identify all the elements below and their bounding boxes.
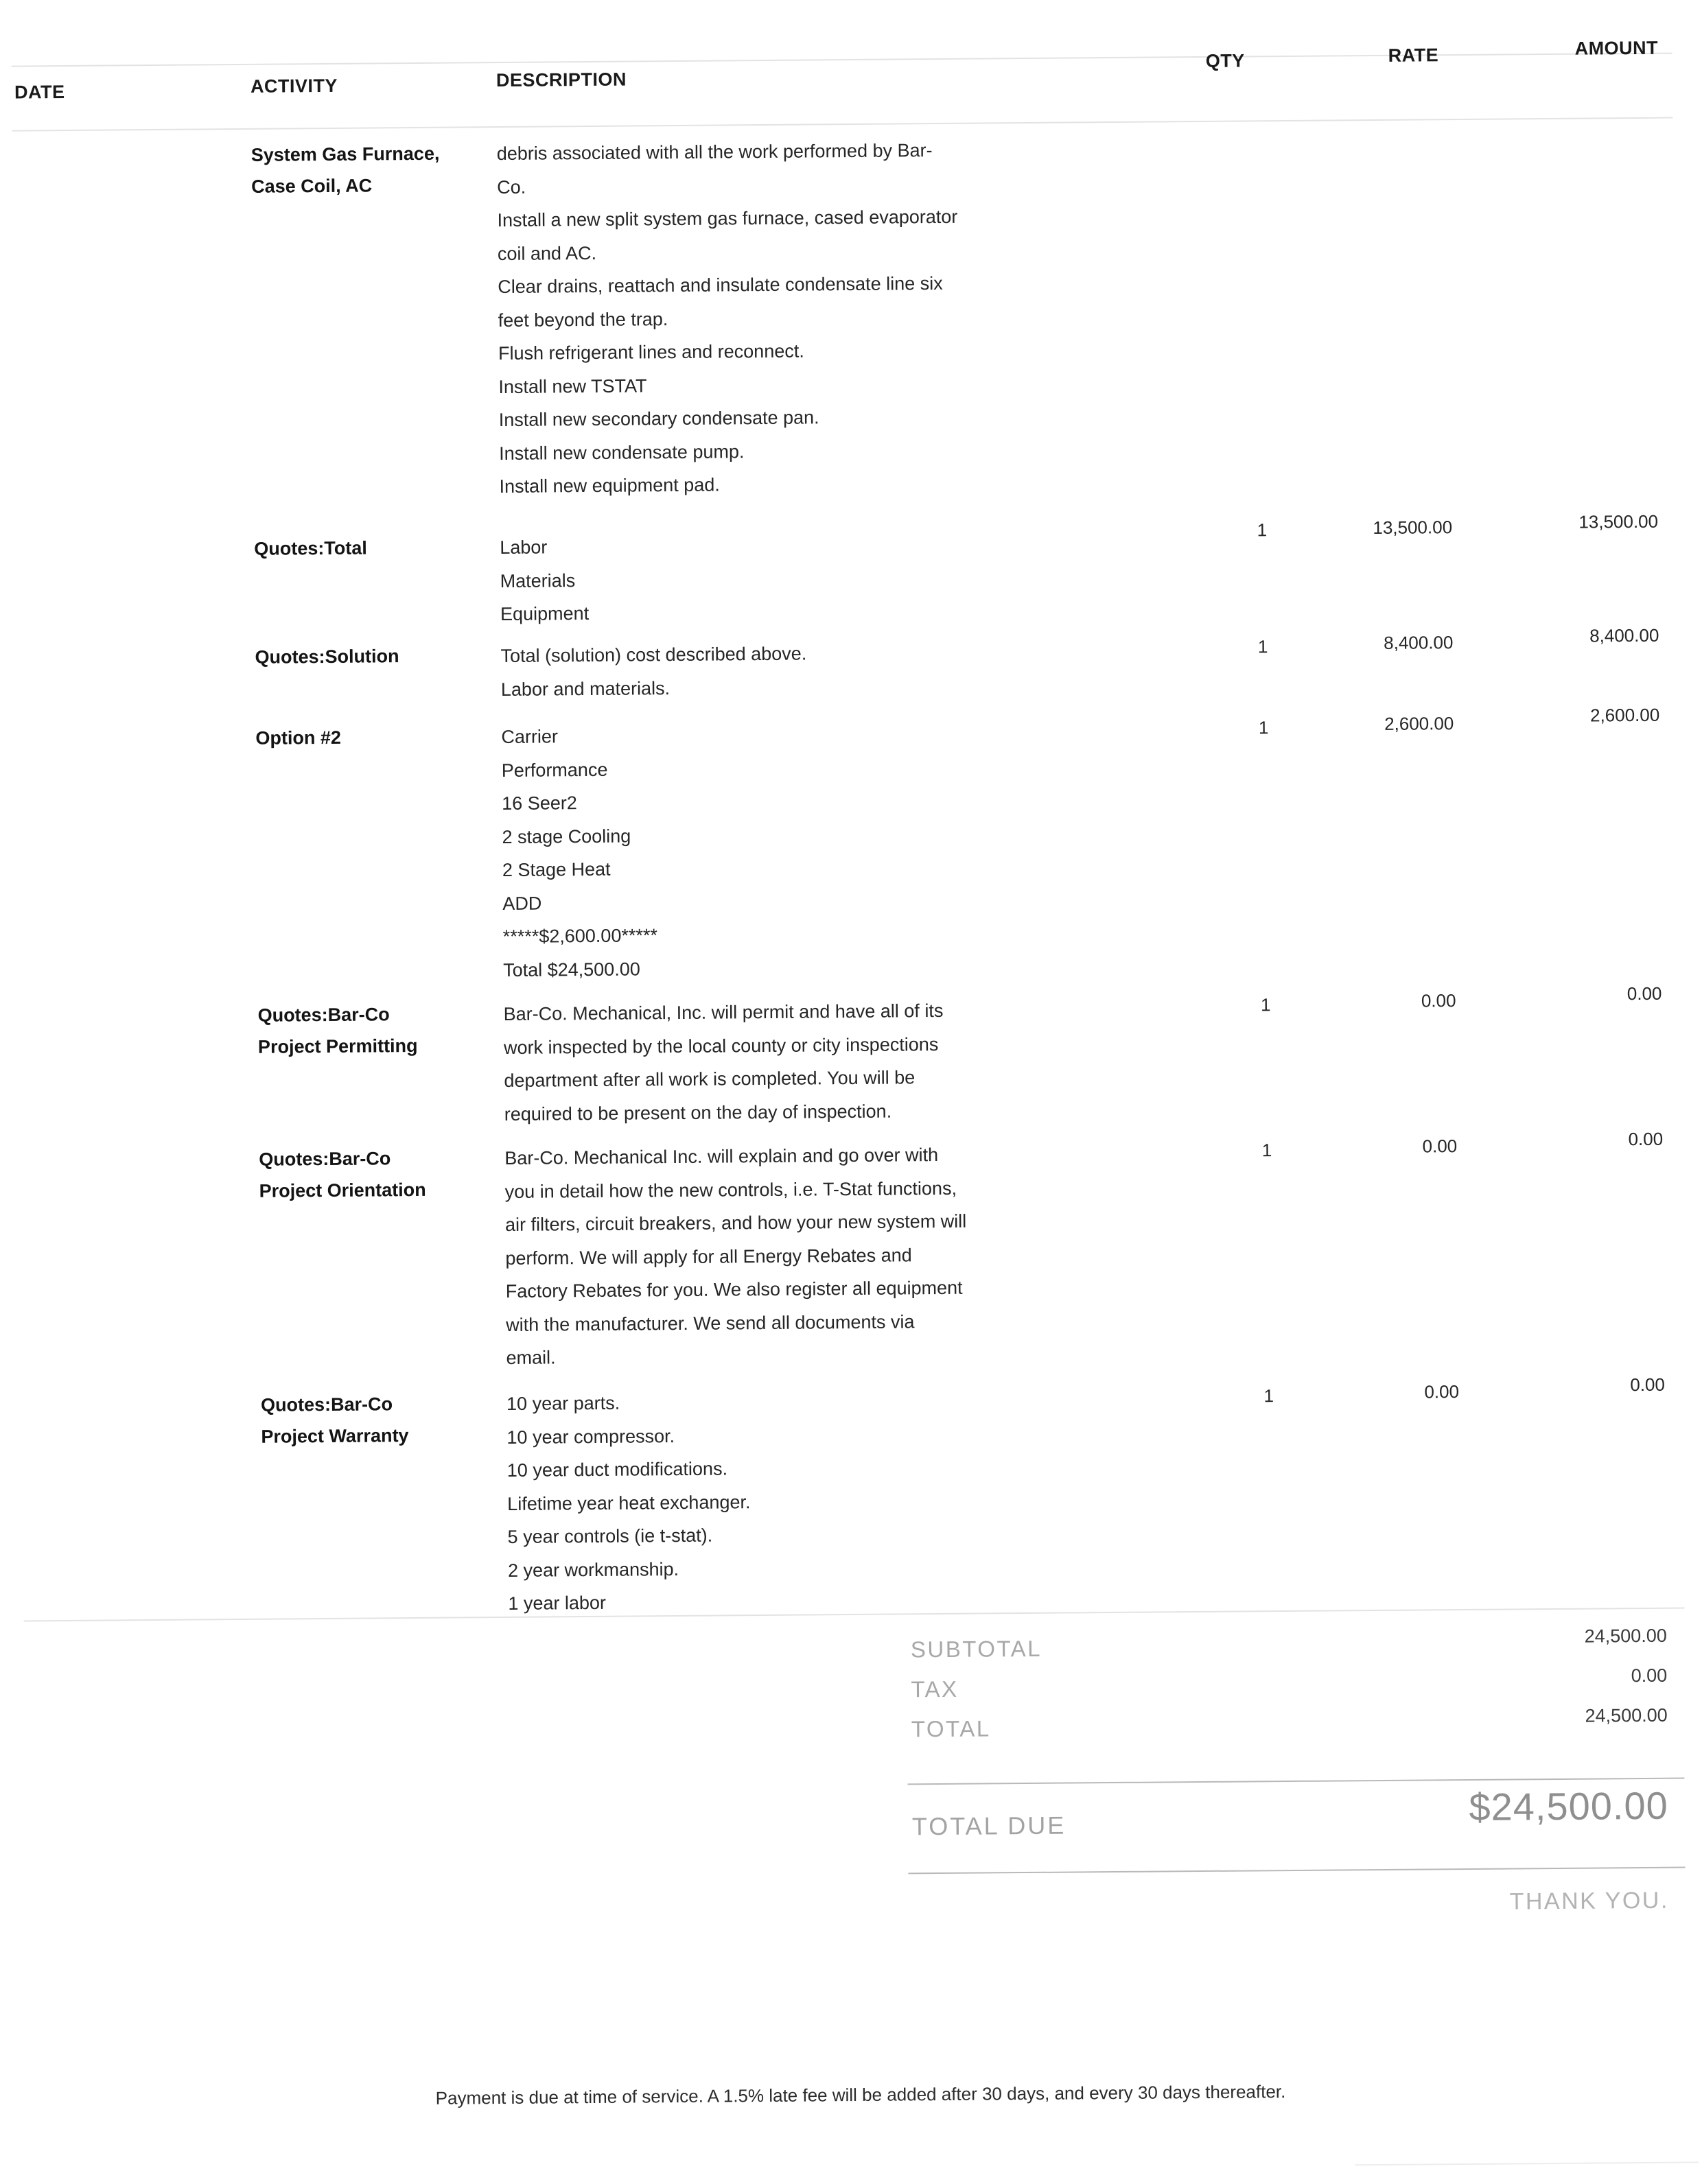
column-header-description: DESCRIPTION <box>496 69 627 91</box>
row-description-line: 10 year compressor. <box>506 1425 675 1448</box>
row-description-line: 2 Stage Heat <box>502 858 611 880</box>
column-header-activity: ACTIVITY <box>250 75 338 97</box>
row-activity-line: System Gas Furnace, <box>250 143 440 165</box>
page-bottom-rule <box>1355 2161 1699 2165</box>
total-label: TOTAL <box>911 1715 991 1742</box>
row-amount: 0.00 <box>1628 1128 1664 1150</box>
table-row <box>1 983 1702 1125</box>
header-bottom-rule <box>12 117 1672 132</box>
row-activity <box>251 137 458 202</box>
row-description-line: with the manufacturer. We send all documents via <box>506 1311 915 1335</box>
row-qty: 1 <box>1260 994 1271 1015</box>
row-rate: 0.00 <box>1424 1381 1460 1402</box>
row-activity-line: Project Orientation <box>259 1179 426 1201</box>
row-description-line: Total $24,500.00 <box>502 958 640 981</box>
row-description-line: 10 year duct modifications. <box>506 1458 728 1481</box>
row-activity-line: Case Coil, AC <box>251 175 373 197</box>
row-description <box>501 716 1107 987</box>
row-activity <box>254 531 460 564</box>
row-description <box>500 635 1105 706</box>
row-description-line: work inspected by the local county or city inspections <box>503 1033 939 1058</box>
row-description-line: Lifetime year heat exchanger. <box>507 1491 751 1514</box>
row-description-line: 16 Seer2 <box>502 792 577 814</box>
row-description-line: 5 year controls (ie t-stat). <box>507 1525 713 1547</box>
row-description-line: Install new condensate pump. <box>499 441 745 464</box>
column-header-rate: RATE <box>1388 45 1439 66</box>
row-activity-line: Project Warranty <box>261 1425 409 1447</box>
row-description-line: email. <box>506 1347 556 1368</box>
table-row <box>0 510 1699 625</box>
row-description <box>506 1383 1112 1620</box>
row-activity-line: Quotes:Bar-Co <box>257 1004 390 1026</box>
row-qty: 1 <box>1258 717 1269 738</box>
table-row <box>0 128 1697 497</box>
row-activity <box>255 720 461 753</box>
row-activity <box>259 1142 465 1206</box>
row-description-line: 10 year parts. <box>506 1392 620 1414</box>
row-description-line: department after all work is completed. You will be <box>504 1067 916 1091</box>
column-header-amount: AMOUNT <box>1574 37 1659 59</box>
row-description-line: debris associated with all the work performed by Bar- <box>496 140 933 165</box>
row-description-line: Labor and materials. <box>500 677 671 700</box>
row-description-line: Total (solution) cost described above. <box>500 643 807 666</box>
row-description-line: Clear drains, reattach and insulate condensate line six <box>498 272 943 298</box>
total-due-bottom-rule <box>908 1866 1685 1874</box>
row-activity-line: Quotes:Solution <box>255 646 399 668</box>
row-description-line: Flush refrigerant lines and reconnect. <box>498 340 804 364</box>
row-description <box>500 526 1104 631</box>
total-due-label: TOTAL DUE <box>911 1811 1066 1841</box>
row-amount: 0.00 <box>1627 983 1662 1005</box>
row-activity <box>261 1387 467 1452</box>
row-description-line: Carrier <box>501 726 559 747</box>
row-description-line: Install a new split system gas furnace, cased evaporator <box>497 206 958 231</box>
row-description-line: Labor <box>500 537 548 559</box>
column-header-date: DATE <box>14 81 65 103</box>
row-description-line: 2 stage Cooling <box>502 825 631 847</box>
row-qty: 1 <box>1257 636 1268 657</box>
table-row <box>2 1128 1702 1368</box>
row-amount: 0.00 <box>1630 1374 1666 1396</box>
row-description-line: Bar-Co. Mechanical Inc. will explain and go over with <box>504 1144 939 1169</box>
row-description-line: Bar-Co. Mechanical, Inc. will permit and have all of its <box>503 1000 944 1024</box>
row-description-line: Install new secondary condensate pan. <box>498 407 819 431</box>
row-description-line: you in detail how the new controls, i.e. T-Stat functions, <box>504 1177 957 1202</box>
row-description-line: Co. <box>497 176 526 198</box>
row-description-line: air filters, circuit breakers, and how your new system will <box>504 1210 967 1235</box>
row-description-line: Install new equipment pad. <box>499 474 720 497</box>
row-amount: 8,400.00 <box>1589 624 1659 646</box>
row-description <box>503 993 1108 1131</box>
row-description-line: required to be present on the day of inspection. <box>504 1101 892 1125</box>
row-activity-line: Quotes:Bar-Co <box>259 1148 391 1170</box>
subtotal-value: 24,500.00 <box>1584 1625 1667 1647</box>
row-description <box>497 132 1104 503</box>
row-description-line: Performance <box>501 759 608 781</box>
row-qty: 1 <box>1261 1140 1272 1161</box>
row-activity-line: Project Permitting <box>257 1035 418 1057</box>
row-rate: 13,500.00 <box>1373 517 1453 539</box>
payment-terms-note: Payment is due at time of service. A 1.5% late fee will be added after 30 days, and every 30 days thereafter. <box>435 2081 1286 2109</box>
row-description-line: 2 year workmanship. <box>507 1558 679 1581</box>
row-rate: 0.00 <box>1421 990 1456 1011</box>
row-description-line: 1 year labor <box>508 1592 607 1614</box>
tax-value: 0.00 <box>1631 1665 1668 1687</box>
thank-you-note: THANK YOU. <box>1509 1887 1669 1915</box>
row-activity-line: Option #2 <box>255 727 342 749</box>
row-qty: 1 <box>1263 1385 1274 1407</box>
row-rate: 8,400.00 <box>1384 632 1454 653</box>
row-description-line: Install new TSTAT <box>498 375 647 397</box>
row-qty: 1 <box>1257 519 1268 541</box>
row-description-line: perform. We will apply for all Energy Rebates and <box>505 1244 912 1269</box>
row-amount: 13,500.00 <box>1578 510 1659 532</box>
row-description-line: coil and AC. <box>497 242 597 264</box>
total-value: 24,500.00 <box>1585 1704 1668 1726</box>
row-description-line: Materials <box>500 570 576 591</box>
row-activity <box>257 998 464 1062</box>
tax-label: TAX <box>911 1676 959 1702</box>
row-amount: 2,600.00 <box>1589 704 1660 726</box>
row-description-line: Factory Rebates for you. We also register all equipment <box>505 1277 963 1302</box>
row-rate: 2,600.00 <box>1384 713 1454 734</box>
column-header-qty: QTY <box>1205 50 1245 71</box>
row-rate: 0.00 <box>1422 1136 1458 1157</box>
row-activity-line: Quotes:Total <box>254 537 367 559</box>
table-row <box>4 1374 1702 1614</box>
row-description <box>504 1137 1110 1374</box>
table-row <box>0 704 1701 981</box>
row-description-line: feet beyond the trap. <box>498 308 668 331</box>
total-due-value: $24,500.00 <box>1469 1783 1668 1829</box>
table-row <box>0 624 1700 700</box>
row-description-line: ADD <box>502 893 542 914</box>
row-activity <box>255 639 461 672</box>
row-description-line: Equipment <box>500 602 590 625</box>
row-activity-line: Quotes:Bar-Co <box>260 1394 393 1416</box>
subtotal-label: SUBTOTAL <box>910 1635 1042 1663</box>
row-description-line: *****$2,600.00***** <box>502 925 658 947</box>
